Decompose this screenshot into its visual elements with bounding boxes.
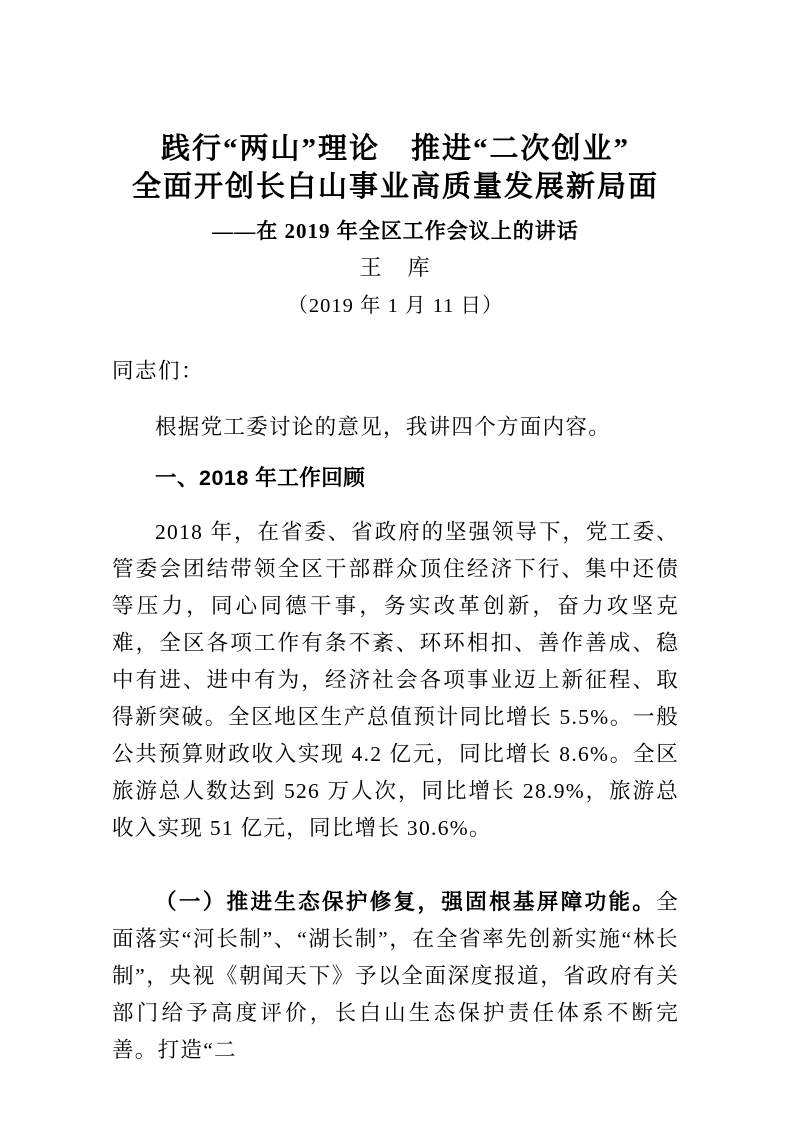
item-1-body: 全面落实“河长制”、“湖长制”，在全省率先创新实施“林长制”，央视《朝闻天下》予以全面深度报道，省政府有关部门给予高度评价，长白山生态保护责任体系不断完善。打造“二 xyxy=(112,890,679,1062)
salutation: 同志们： xyxy=(112,359,205,383)
item-1-lead: （一）推进生态保护修复，强固根基屏障功能。 xyxy=(155,890,657,914)
document-title xyxy=(112,130,679,206)
section-1-paragraph-2 xyxy=(112,884,679,1069)
document-subtitle: ——在 2019 年全区工作会议上的讲话 xyxy=(212,219,579,243)
intro-paragraph: 根据党工委讨论的意见，我讲四个方面内容。 xyxy=(155,415,612,439)
title-line-2: 全面开创长白山事业高质量发展新局面 xyxy=(131,171,659,203)
document-date: （2019 年 1 月 11 日） xyxy=(287,295,504,317)
section-1-paragraph-1: 2018 年，在省委、省政府的坚强领导下，党工委、管委会团结带领全区干部群众顶住经济下行、集中还债等压力，同心同德干事，务实改革创新，奋力攻坚克难，全区各项工作有条不紊、环环相扣、善作善成、稳中有进、进中有为，经济社会各项事业迈上新征程、取得新突破。全区地区生产总值预计同比增长 5.5%。一般公共预算财政收入实现 4.2 亿元，同比增长 8.6%。全区旅游总人数达到 526 万人次，同比增长 28.9%，旅游总收入实现 51 亿元，同比增长 30.6%。 xyxy=(112,520,679,840)
title-line-1: 践行“两山”理论 推进“二次创业” xyxy=(160,133,630,165)
section-1-heading: 一、2018 年工作回顾 xyxy=(155,466,366,490)
author-name: 王 库 xyxy=(359,255,432,280)
